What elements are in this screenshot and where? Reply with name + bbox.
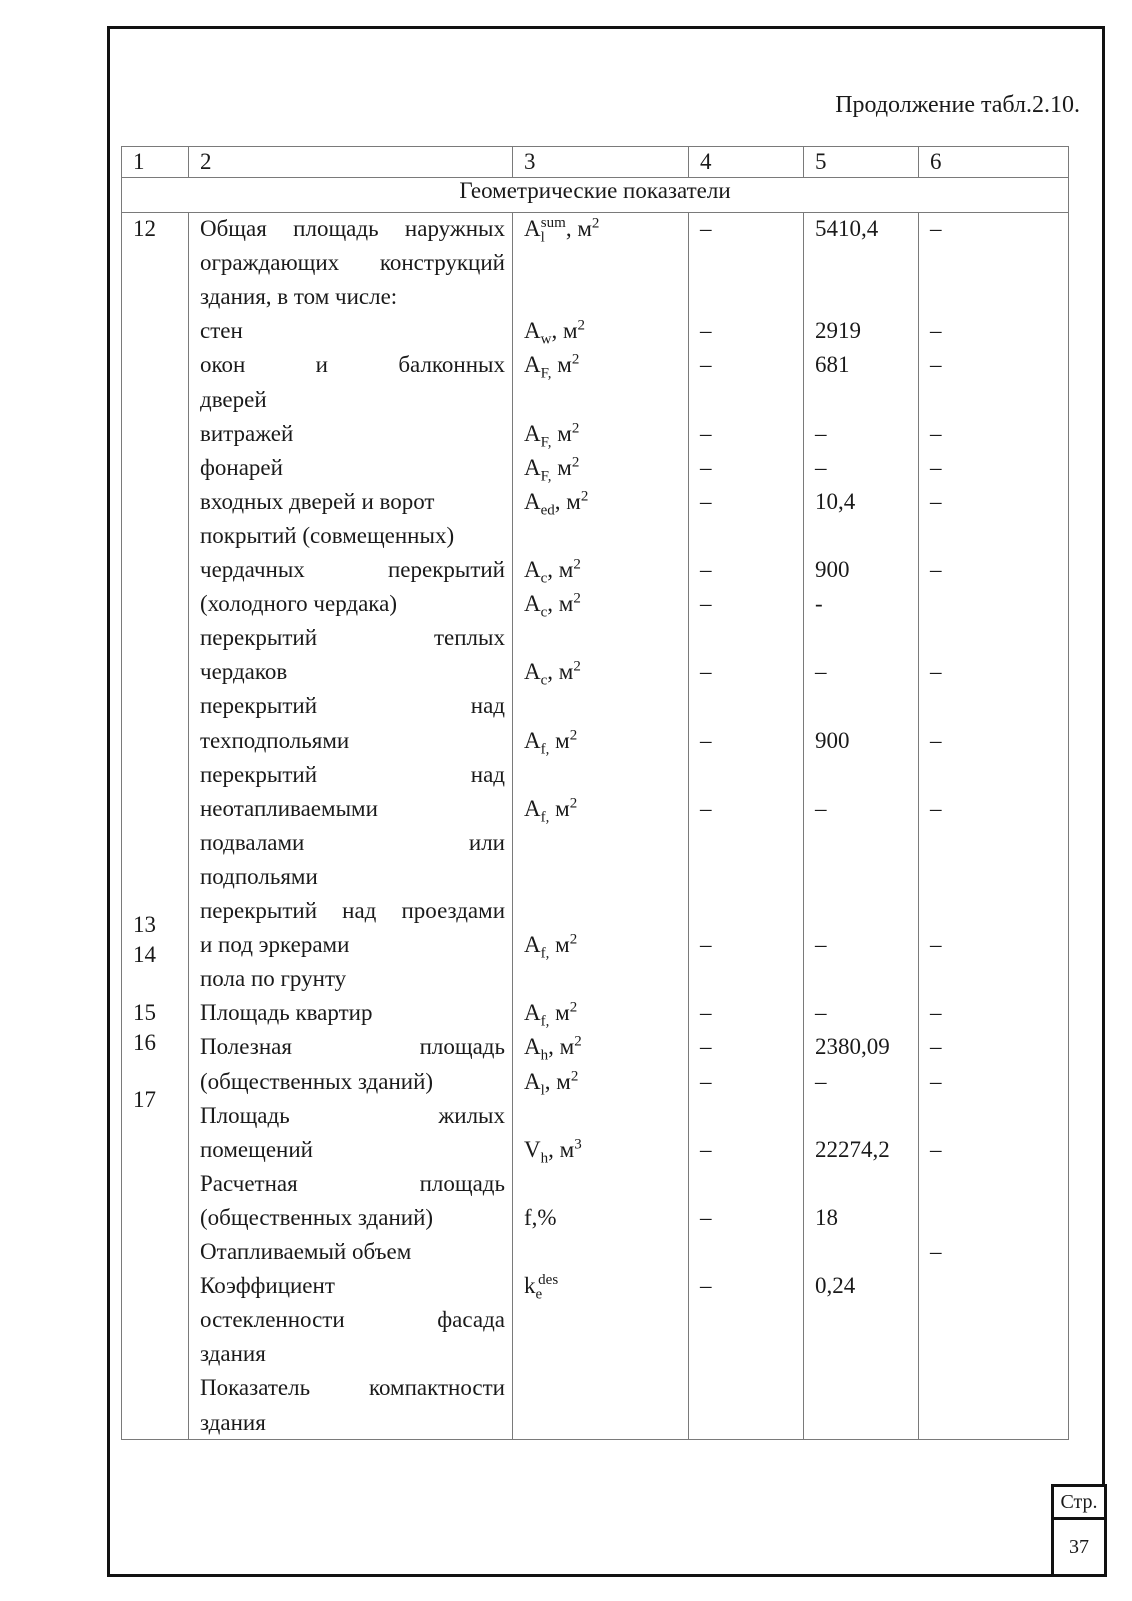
- symbol-subscript: h: [540, 1150, 549, 1167]
- unit-exponent: 2: [591, 215, 600, 232]
- page-number: 37: [1069, 1536, 1089, 1558]
- symbol-cell: [524, 485, 588, 519]
- description-line: здания, в том числе:: [200, 284, 398, 310]
- description-line: подвалами или: [200, 829, 505, 855]
- symbol-cell: [524, 792, 577, 826]
- column-divider: [918, 212, 919, 1440]
- symbol-cell: [524, 1030, 582, 1064]
- description-line: витражей: [200, 420, 294, 446]
- unit-text: , м: [548, 1034, 575, 1060]
- value-cell-col4: –: [700, 1000, 712, 1026]
- unit-exponent: 2: [574, 1033, 582, 1050]
- symbol-subscript: c: [540, 604, 548, 621]
- value-cell-col5: 0,24: [815, 1273, 856, 1299]
- unit-text: , м: [554, 488, 581, 514]
- unit-text: , м: [544, 1068, 571, 1094]
- symbol-subscript: F,: [540, 468, 552, 485]
- symbol-letter: A: [524, 420, 541, 446]
- unit-text: , м: [547, 659, 574, 685]
- value-cell-col4: –: [700, 659, 712, 685]
- symbol-cell: [524, 928, 577, 962]
- value-cell-col5: 900: [815, 557, 850, 582]
- value-cell-col4: –: [700, 352, 712, 378]
- unit-exponent: 2: [573, 658, 581, 675]
- value-cell-col6: –: [930, 1239, 942, 1264]
- unit-exponent: 2: [571, 454, 580, 471]
- value-cell-col5: 10,4: [815, 488, 856, 514]
- header-cell: 4: [700, 149, 712, 174]
- unit-text: м: [551, 352, 572, 378]
- unit-exponent: 2: [580, 488, 589, 505]
- symbol-cell: [524, 1065, 578, 1099]
- column-divider: [512, 212, 513, 1440]
- value-cell-col6: –: [930, 420, 942, 446]
- symbol-cell: [524, 1269, 558, 1303]
- unit-text: , м: [547, 557, 574, 582]
- symbol-letter: A: [524, 795, 541, 821]
- value-cell-col4: –: [700, 1068, 712, 1094]
- value-cell-col6: –: [930, 557, 942, 582]
- symbol-superscript: des: [538, 1272, 559, 1289]
- description-line: Полезная площадь: [200, 1034, 505, 1060]
- value-cell-col4: –: [700, 1136, 712, 1162]
- symbol-letter: A: [524, 591, 541, 617]
- unit-text: , м: [548, 1136, 575, 1162]
- description-line: техподпольями: [200, 727, 350, 753]
- description-line: подпольями: [200, 863, 318, 889]
- symbol-subscript: f,: [540, 1013, 550, 1030]
- value-cell-col5: –: [815, 454, 827, 480]
- value-cell-col4: –: [700, 795, 712, 821]
- row-number: 13: [133, 912, 156, 937]
- symbol-letter: A: [524, 1068, 541, 1094]
- value-cell-col5: 2919: [815, 318, 861, 344]
- value-cell-col6: –: [930, 659, 942, 685]
- description-line: стен: [200, 318, 243, 344]
- symbol-cell: [524, 348, 579, 382]
- symbol-letter: A: [524, 488, 541, 514]
- section-title: Геометрические показатели: [459, 178, 731, 203]
- value-cell-col4: –: [700, 1273, 712, 1299]
- symbol-subscript: c: [540, 672, 548, 689]
- value-cell-col4: –: [700, 591, 712, 617]
- value-cell-col5: 900: [815, 727, 850, 753]
- unit-exponent: 2: [573, 590, 581, 607]
- symbol-letter: A: [524, 932, 541, 958]
- row-number: 12: [133, 216, 156, 241]
- symbol-subscript: h: [540, 1047, 549, 1064]
- value-cell-col5: 5410,4: [815, 216, 879, 241]
- description-line: входных дверей и ворот: [200, 488, 435, 514]
- description-line: Показатель компактности: [200, 1375, 505, 1401]
- unit-exponent: 2: [571, 419, 580, 436]
- symbol-subscript: w: [540, 331, 552, 348]
- symbol-cell: [524, 314, 585, 348]
- value-cell-col5: -: [815, 591, 823, 617]
- symbol-letter: A: [524, 216, 541, 241]
- unit-text: м: [551, 454, 572, 480]
- symbol-cell: [524, 417, 579, 451]
- description-line: здания: [200, 1341, 266, 1367]
- symbol-subscript: l: [540, 1082, 545, 1099]
- description-line: покрытий (совмещенных): [200, 522, 455, 548]
- description-line: перекрытий над: [200, 693, 505, 719]
- description-line: здания: [200, 1409, 266, 1435]
- symbol-cell: [524, 553, 581, 587]
- symbol-letter: A: [524, 659, 541, 685]
- row-number: 15: [133, 1000, 156, 1025]
- symbol-subscript: F,: [540, 434, 552, 451]
- value-cell-col5: –: [815, 420, 827, 446]
- symbol-cell: [524, 212, 599, 246]
- unit-exponent: 3: [574, 1136, 582, 1153]
- value-cell-col4: –: [700, 727, 712, 753]
- value-cell-col4: –: [700, 318, 712, 344]
- symbol-subscript: e: [535, 1286, 543, 1303]
- symbol-letter: A: [524, 352, 541, 378]
- value-cell-col4: –: [700, 216, 712, 241]
- unit-exponent: 2: [570, 1067, 579, 1084]
- description-line: остекленности фасада: [200, 1307, 505, 1333]
- symbol-cell: [524, 1133, 582, 1167]
- row-number: 14: [133, 942, 156, 967]
- symbol-cell: [524, 1201, 557, 1235]
- column-divider-header: [803, 146, 804, 177]
- description-line: неотапливаемыми: [200, 795, 378, 821]
- description-line: помещений: [200, 1136, 313, 1162]
- value-cell-col5: 18: [815, 1204, 838, 1230]
- unit-text: , м: [547, 591, 574, 617]
- value-cell-col4: –: [700, 932, 712, 958]
- symbol-letter: A: [524, 1000, 541, 1026]
- description-line: Коэффициент: [200, 1273, 335, 1299]
- value-cell-col6: –: [930, 318, 942, 344]
- symbol-subscript: ed: [540, 502, 555, 519]
- unit-text: м: [551, 420, 572, 446]
- description-line: ограждающих конструкций: [200, 250, 505, 276]
- value-cell-col4: –: [700, 557, 712, 582]
- unit-text: м: [549, 1000, 570, 1026]
- unit-text: , м: [551, 318, 578, 344]
- row-number: 17: [133, 1087, 156, 1112]
- value-cell-col5: –: [815, 1000, 827, 1026]
- unit-exponent: 2: [569, 931, 578, 948]
- value-cell-col6: –: [930, 1136, 942, 1162]
- value-cell-col6: –: [930, 352, 942, 378]
- description-line: окон и балконных: [200, 352, 505, 378]
- value-cell-col5: –: [815, 795, 827, 821]
- symbol-letter: A: [524, 1034, 541, 1060]
- column-divider: [803, 212, 804, 1440]
- row-number: 16: [133, 1030, 156, 1055]
- value-cell-col6: –: [930, 1034, 942, 1060]
- value-cell-col6: –: [930, 488, 942, 514]
- value-cell-col5: 2380,09: [815, 1034, 890, 1060]
- symbol-subscript: f,: [540, 809, 550, 826]
- header-cell: 3: [524, 149, 536, 174]
- value-cell-col6: –: [930, 216, 942, 241]
- symbol-cell: [524, 451, 579, 485]
- symbol-letter: A: [524, 454, 541, 480]
- value-cell-col4: –: [700, 1204, 712, 1230]
- unit-exponent: 2: [571, 351, 580, 368]
- description-line: (общественных зданий): [200, 1204, 434, 1230]
- value-cell-col4: –: [700, 454, 712, 480]
- description-line: чердаков: [200, 659, 288, 685]
- value-cell-col5: –: [815, 932, 827, 958]
- header-cell: 5: [815, 149, 827, 174]
- value-cell-col6: –: [930, 454, 942, 480]
- unit-exponent: 2: [569, 999, 578, 1016]
- value-cell-col6: –: [930, 1000, 942, 1026]
- unit-text: , м: [565, 216, 592, 241]
- header-cell: 6: [930, 149, 942, 174]
- unit-exponent: 2: [573, 556, 581, 573]
- symbol-subscript: c: [540, 570, 548, 587]
- symbol-cell: [524, 996, 577, 1030]
- symbol-letter: k: [524, 1273, 536, 1299]
- unit-exponent: 2: [569, 726, 578, 743]
- symbol-cell: [524, 655, 581, 689]
- symbol-subscript: f,: [540, 945, 550, 962]
- column-divider-header: [188, 146, 189, 177]
- symbol-letter: A: [524, 727, 541, 753]
- unit-exponent: 2: [577, 317, 586, 334]
- symbol-superscript: sum: [540, 215, 566, 232]
- column-divider: [188, 212, 189, 1440]
- symbol-cell: [524, 587, 581, 621]
- column-divider-header: [688, 146, 689, 177]
- value-cell-col6: –: [930, 1068, 942, 1094]
- symbol-letter: A: [524, 557, 541, 582]
- unit-text: м: [549, 727, 570, 753]
- header-cell: 2: [200, 149, 212, 174]
- header-cell: 1: [133, 149, 145, 174]
- description-line: чердачных перекрытий: [200, 557, 505, 582]
- description-line: фонарей: [200, 454, 283, 480]
- symbol-letter: f,%: [524, 1204, 557, 1230]
- value-cell-col5: –: [815, 659, 827, 685]
- description-line: перекрытий над: [200, 761, 505, 787]
- symbol-subscript: l: [540, 229, 545, 246]
- description-line: перекрытий теплых: [200, 625, 505, 651]
- description-line: Отапливаемый объем: [200, 1239, 412, 1264]
- unit-text: м: [549, 795, 570, 821]
- value-cell-col5: 681: [815, 352, 850, 378]
- description-line: (холодного чердака): [200, 591, 397, 617]
- value-cell-col6: –: [930, 795, 942, 821]
- description-line: (общественных зданий): [200, 1068, 434, 1094]
- description-line: дверей: [200, 386, 267, 412]
- description-line: Общая площадь наружных: [200, 216, 505, 241]
- unit-text: м: [549, 932, 570, 958]
- description-line: Расчетная площадь: [200, 1170, 505, 1196]
- description-line: пола по грунту: [200, 966, 347, 992]
- description-line: и под эркерами: [200, 932, 350, 958]
- symbol-cell: [524, 724, 577, 758]
- symbol-subscript: f,: [540, 741, 550, 758]
- page-stamp-label: Стр.: [1060, 1491, 1098, 1513]
- value-cell-col4: –: [700, 420, 712, 446]
- page-stamp-label-box: [1051, 1484, 1107, 1520]
- description-line: Площадь квартир: [200, 1000, 373, 1026]
- symbol-subscript: F,: [540, 365, 552, 382]
- value-cell-col5: –: [815, 1068, 827, 1094]
- value-cell-col6: –: [930, 932, 942, 958]
- description-line: Площадь жилых: [200, 1102, 505, 1128]
- symbol-letter: V: [524, 1136, 541, 1162]
- symbol-letter: A: [524, 318, 541, 344]
- column-divider: [688, 212, 689, 1440]
- value-cell-col4: –: [700, 488, 712, 514]
- description-line: перекрытий над проездами: [200, 898, 505, 923]
- table-continuation-caption: Продолжение табл.2.10.: [835, 92, 1080, 118]
- page-stamp-number-box: [1051, 1517, 1107, 1577]
- value-cell-col5: 22274,2: [815, 1136, 890, 1162]
- column-divider-header: [512, 146, 513, 177]
- value-cell-col4: –: [700, 1034, 712, 1060]
- value-cell-col6: –: [930, 727, 942, 753]
- column-divider-header: [918, 146, 919, 177]
- unit-exponent: 2: [569, 795, 578, 812]
